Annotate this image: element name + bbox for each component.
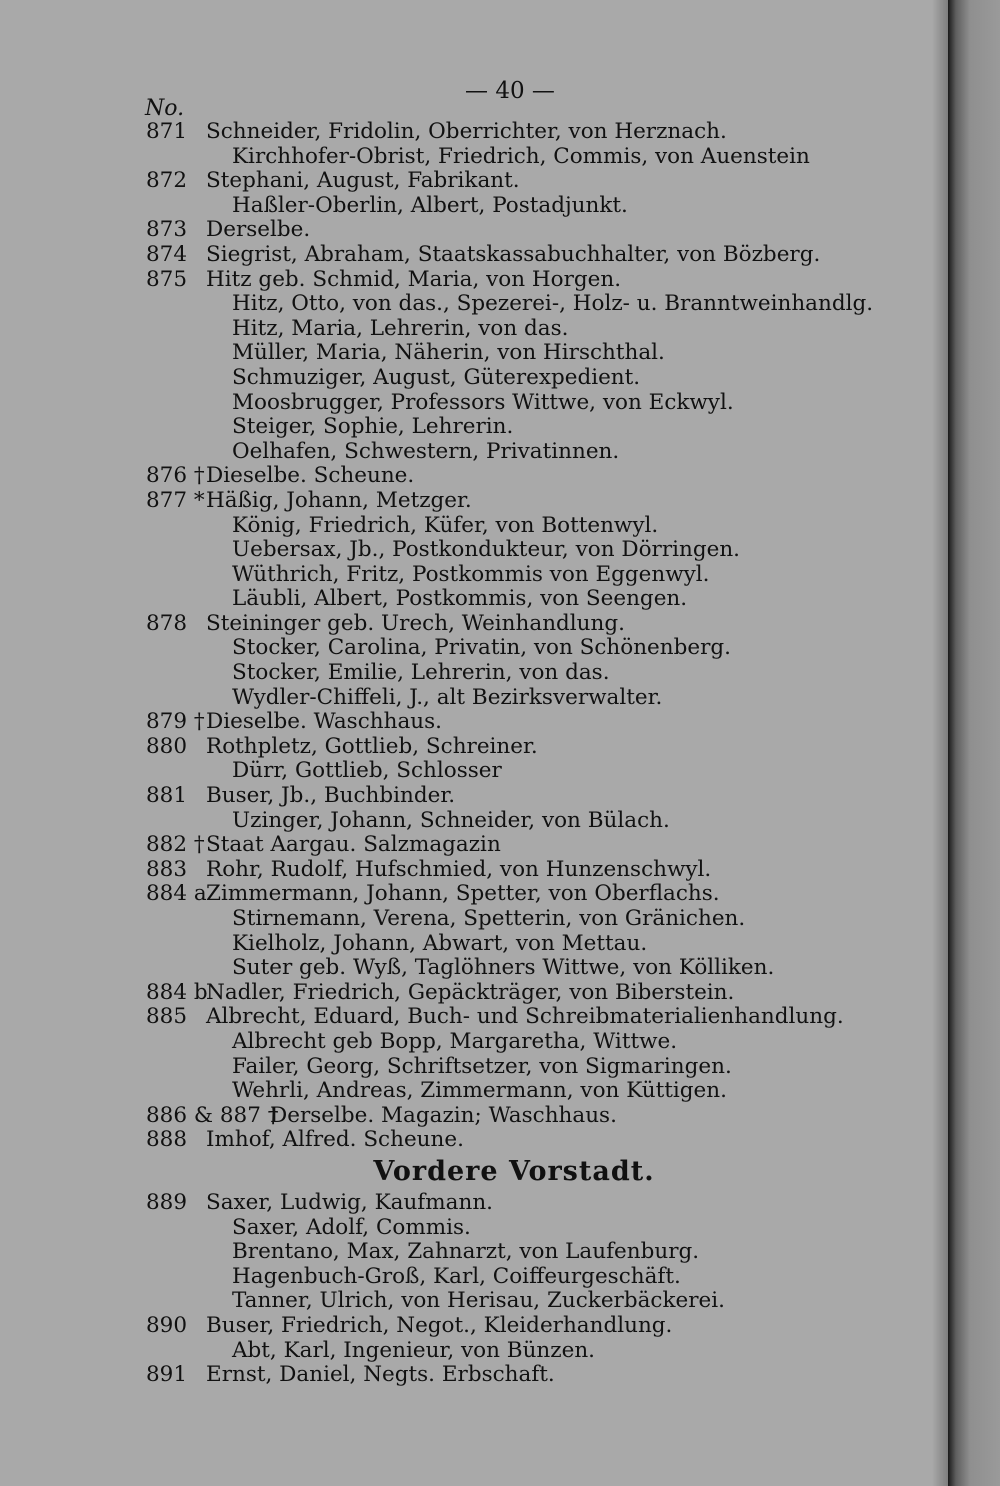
entry-text: König, Friedrich, Küfer, von Bottenwyl. xyxy=(232,512,659,538)
entry-text: Hitz, Otto, von das., Spezerei-, Holz- u. Branntweinhandlg. xyxy=(232,291,874,317)
entry-text: Uzinger, Johann, Schneider, von Bülach. xyxy=(232,807,670,833)
list-item xyxy=(0,464,948,489)
list-item xyxy=(0,735,948,760)
entry-text: Uebersax, Jb., Postkondukteur, von Dörringen. xyxy=(232,537,741,563)
entry-text: Saxer, Ludwig, Kaufmann. xyxy=(206,1189,493,1215)
list-item xyxy=(0,833,948,858)
list-item xyxy=(0,907,948,932)
list-item xyxy=(0,1216,948,1241)
house-number: 884 a xyxy=(146,881,207,907)
list-item xyxy=(0,1055,948,1080)
house-number: 875 xyxy=(146,266,188,292)
entry-text: Stirnemann, Verena, Spetterin, von Gränichen. xyxy=(232,906,746,931)
entry-text: Wydler-Chiffeli, J., alt Bezirksverwalter. xyxy=(232,684,663,710)
entry-text: Kielholz, Johann, Abwart, von Mettau. xyxy=(232,930,648,956)
list-item xyxy=(0,710,948,735)
list-item xyxy=(0,1079,948,1104)
list-item xyxy=(0,932,948,957)
list-item xyxy=(0,1191,948,1216)
list-item xyxy=(0,1104,948,1129)
list-item xyxy=(0,145,948,170)
list-item xyxy=(0,169,948,194)
list-item xyxy=(0,563,948,588)
list-item xyxy=(0,243,948,268)
entries-block-1 xyxy=(0,120,948,1153)
entry-text: Haßler-Oberlin, Albert, Postadjunkt. xyxy=(232,192,628,218)
entry-text: Moosbrugger, Professors Wittwe, von Eckwyl. xyxy=(232,389,734,415)
house-number: 871 xyxy=(146,119,188,144)
entry-text: Müller, Maria, Näherin, von Hirschthal. xyxy=(232,340,665,366)
list-item xyxy=(0,1030,948,1055)
list-item xyxy=(0,956,948,981)
book-gutter xyxy=(948,0,1000,1486)
list-item xyxy=(0,981,948,1006)
list-item xyxy=(0,858,948,883)
entries-list xyxy=(0,120,948,1388)
entry-text: Dieselbe. Waschhaus. xyxy=(206,709,442,735)
house-number: 882 † xyxy=(146,832,205,858)
entry-text: Läubli, Albert, Postkommis, von Seengen. xyxy=(232,586,688,612)
house-number: 876 † xyxy=(146,463,205,489)
entry-text: Steininger geb. Urech, Weinhandlung. xyxy=(206,610,625,636)
list-item xyxy=(0,661,948,686)
house-number: 889 xyxy=(146,1189,188,1215)
list-item xyxy=(0,194,948,219)
entry-text: Buser, Jb., Buchbinder. xyxy=(206,783,456,809)
list-item xyxy=(0,1240,948,1265)
entry-text: Dürr, Gottlieb, Schlosser xyxy=(232,758,502,784)
list-item xyxy=(0,759,948,784)
entry-text: Albrecht geb Bopp, Margaretha, Wittwe. xyxy=(232,1028,678,1054)
entry-text: Imhof, Alfred. Scheune. xyxy=(206,1127,464,1153)
entry-text: Nadler, Friedrich, Gepäckträger, von Biberstein. xyxy=(206,979,735,1005)
entry-text: Tanner, Ulrich, von Herisau, Zuckerbäckerei. xyxy=(232,1288,725,1314)
entry-text: Zimmermann, Johann, Spetter, von Oberflachs. xyxy=(206,881,720,907)
entry-text: Rohr, Rudolf, Hufschmied, von Hunzenschwyl. xyxy=(206,856,712,882)
entry-text: Hitz, Maria, Lehrerin, von das. xyxy=(232,315,569,341)
entry-text: Albrecht, Eduard, Buch- und Schreibmaterialienhandlung. xyxy=(206,1004,844,1030)
list-item xyxy=(0,415,948,440)
list-item xyxy=(0,784,948,809)
entry-text: Failer, Georg, Schriftsetzer, von Sigmaringen. xyxy=(232,1053,732,1079)
section-heading: Vordere Vorstadt. xyxy=(373,1155,655,1187)
list-item xyxy=(0,366,948,391)
list-item xyxy=(0,1289,948,1314)
entry-text: Hitz geb. Schmid, Maria, von Horgen. xyxy=(206,266,622,292)
list-item xyxy=(0,440,948,465)
entry-text: Stocker, Carolina, Privatin, von Schönenberg. xyxy=(232,635,731,661)
list-item xyxy=(0,317,948,342)
entry-text: Derselbe. Magazin; Waschhaus. xyxy=(270,1102,617,1128)
entry-text: Kirchhofer-Obrist, Friedrich, Commis, von Auenstein xyxy=(232,143,810,169)
entry-text: Stephani, August, Fabrikant. xyxy=(206,168,520,194)
list-item xyxy=(0,1314,948,1339)
entry-text: Saxer, Adolf, Commis. xyxy=(232,1214,471,1240)
entry-text: Abt, Karl, Ingenieur, von Bünzen. xyxy=(232,1337,596,1363)
entry-text: Stocker, Emilie, Lehrerin, von das. xyxy=(232,660,610,686)
house-number: 877 * xyxy=(146,487,205,513)
list-item xyxy=(0,1128,948,1153)
house-number: 880 xyxy=(146,733,188,759)
list-item xyxy=(0,120,948,145)
house-number: 884 b xyxy=(146,979,208,1005)
entry-text: Ernst, Daniel, Negts. Erbschaft. xyxy=(206,1362,555,1388)
entry-text: Dieselbe. Scheune. xyxy=(206,463,415,489)
list-item xyxy=(0,268,948,293)
entry-text: Wehrli, Andreas, Zimmermann, von Küttigen. xyxy=(232,1078,727,1104)
list-item xyxy=(0,1339,948,1364)
house-number: 874 xyxy=(146,241,188,267)
list-item xyxy=(0,1363,948,1388)
list-item xyxy=(0,514,948,539)
entry-text: Buser, Friedrich, Negot., Kleiderhandlung. xyxy=(206,1312,673,1338)
list-item xyxy=(0,341,948,366)
entry-text: Hagenbuch-Groß, Karl, Coiffeurgeschäft. xyxy=(232,1263,681,1289)
entries-block-2 xyxy=(0,1191,948,1388)
house-number: 879 † xyxy=(146,709,205,735)
entry-text: Schmuziger, August, Güterexpedient. xyxy=(232,364,641,390)
list-item xyxy=(0,489,948,514)
list-item xyxy=(0,538,948,563)
list-item xyxy=(0,612,948,637)
entry-text: Staat Aargau. Salzmagazin xyxy=(206,832,501,858)
list-item xyxy=(0,809,948,834)
house-number: 872 xyxy=(146,168,188,194)
entry-text: Rothpletz, Gottlieb, Schreiner. xyxy=(206,733,538,759)
list-item xyxy=(0,1005,948,1030)
list-item xyxy=(0,391,948,416)
house-number: 881 xyxy=(146,783,188,809)
entry-text: Brentano, Max, Zahnarzt, von Laufenburg. xyxy=(232,1239,700,1265)
list-item xyxy=(0,587,948,612)
house-number: 890 xyxy=(146,1312,188,1338)
list-item xyxy=(0,292,948,317)
entry-text: Häßig, Johann, Metzger. xyxy=(206,487,472,513)
entry-text: Suter geb. Wyß, Taglöhners Wittwe, von Kölliken. xyxy=(232,955,775,981)
house-number: 873 xyxy=(146,217,188,243)
house-number: 885 xyxy=(146,1004,188,1030)
number-column-label: No. xyxy=(145,96,185,121)
house-number: 883 xyxy=(146,856,188,882)
list-item xyxy=(0,1265,948,1290)
list-item xyxy=(0,218,948,243)
entry-text: Steiger, Sophie, Lehrerin. xyxy=(232,414,514,440)
entry-text: Derselbe. xyxy=(206,217,311,243)
list-item xyxy=(0,882,948,907)
house-number: 878 xyxy=(146,610,188,636)
entry-text: Schneider, Fridolin, Oberrichter, von Herznach. xyxy=(206,119,727,144)
entry-text: Siegrist, Abraham, Staatskassabuchhalter, von Bözberg. xyxy=(206,241,821,267)
list-item xyxy=(0,686,948,711)
page-number: — 40 — xyxy=(465,78,555,104)
entry-text: Oelhafen, Schwestern, Privatinnen. xyxy=(232,438,620,464)
entry-text: Wüthrich, Fritz, Postkommis von Eggenwyl. xyxy=(232,561,710,587)
house-number: 891 xyxy=(146,1362,188,1388)
list-item xyxy=(0,636,948,661)
house-number: 886 & 887 † xyxy=(146,1102,279,1128)
house-number: 888 xyxy=(146,1127,188,1153)
